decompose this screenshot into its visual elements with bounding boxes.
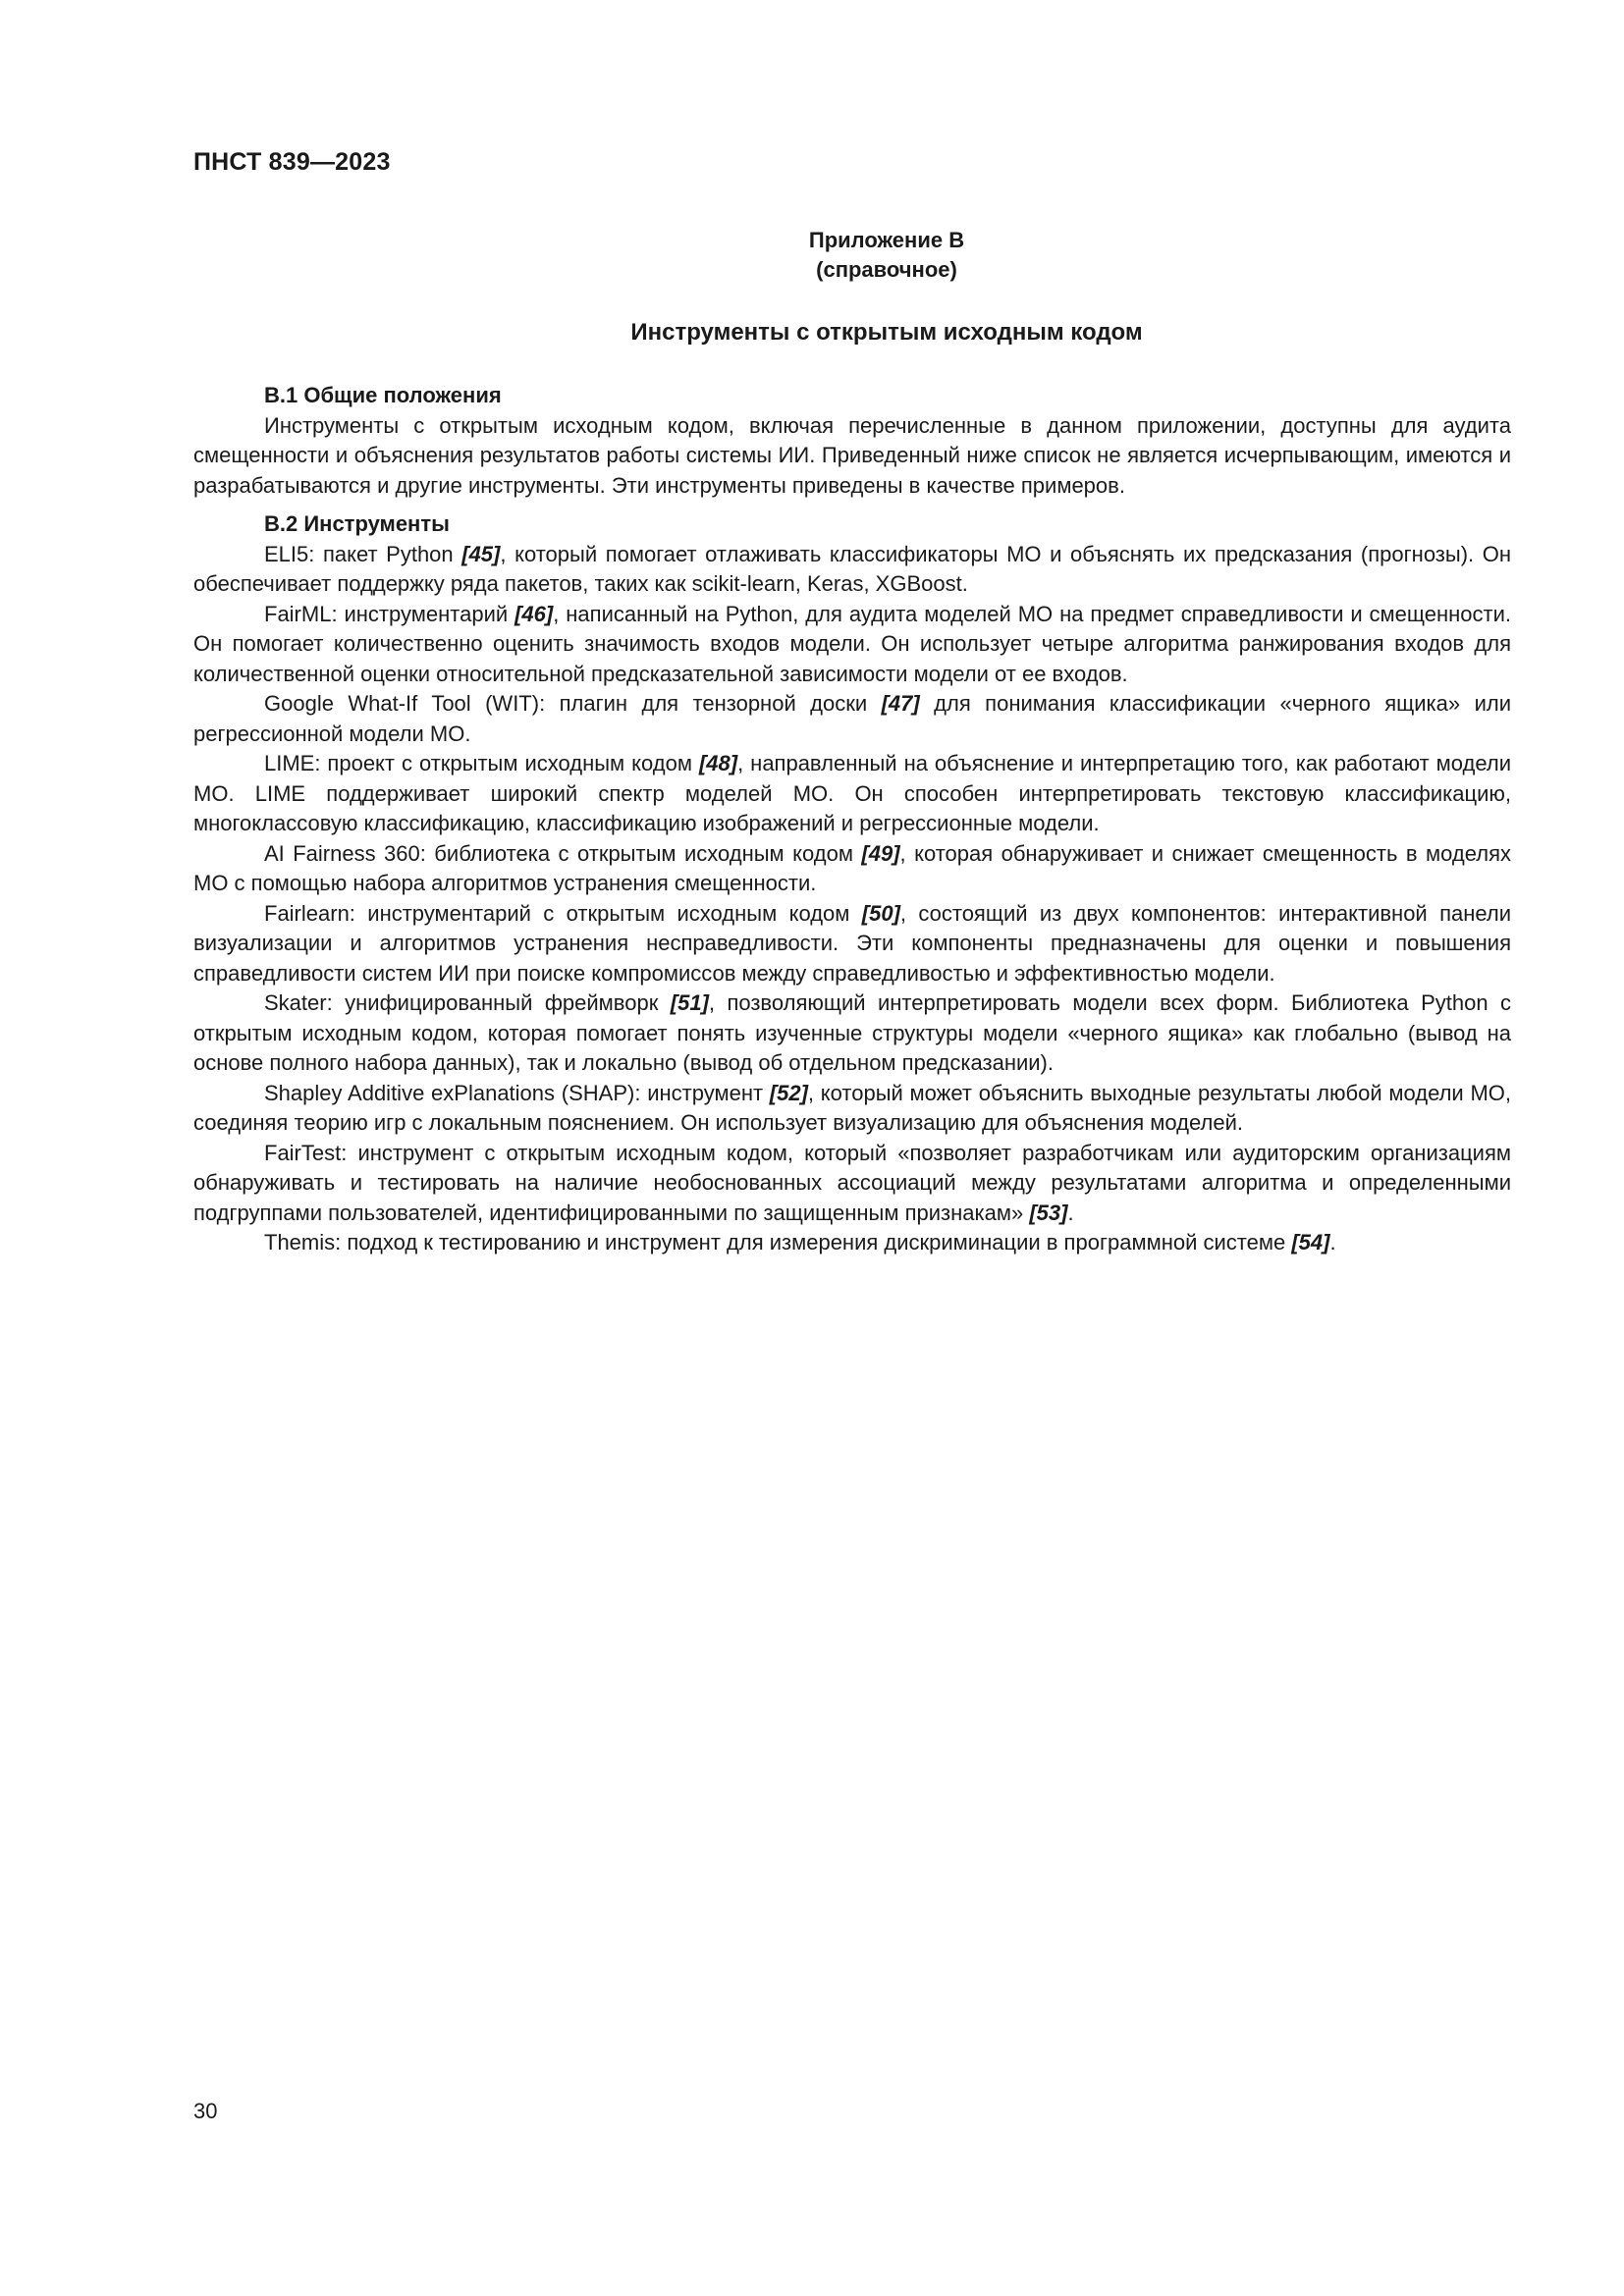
tool-paragraph-wit — [193, 689, 1511, 749]
document-code: ПНСТ 839—2023 — [193, 148, 391, 176]
tool-text: , позволяющий интерпретировать модели всех форм. Библиотека Python с открытым исходным кодом, которая помогает понять изученные структуры модели «черного ящика» как глобально (вывод на основе полного набора данных), так и локально (вывод об отдельном предсказании). — [193, 990, 1511, 1075]
citation-ref: [48] — [698, 751, 738, 775]
tool-text: , написанный на Python, для аудита моделей МО на предмет справедливости и смещенности. Он помогает количественно оценить значимость входов модели. Он использует четыре алгоритма ранжирования входов для количественной оценки относительной предсказательной зависимости модели от ее входов. — [193, 601, 1511, 686]
tool-text: , который может объяснить выходные результаты любой модели МО, соединяя теорию игр с локальным пояснением. Он использует визуализацию для объяснения моделей. — [193, 1080, 1512, 1135]
tool-text: Shapley Additive exPlanations (SHAP): инструмент — [264, 1080, 770, 1105]
tool-paragraph-shap — [193, 1079, 1511, 1139]
citation-ref: [45] — [461, 541, 501, 566]
tool-text: , которая обнаруживает и снижает смещенность в моделях МО с помощью набора алгоритмов устранения смещенности. — [193, 840, 1511, 895]
tool-paragraph-fairml — [193, 600, 1511, 690]
appendix-title: Приложение В — [808, 228, 965, 252]
tool-paragraph-eli5 — [193, 540, 1511, 600]
tool-text: для понимания классификации «черного ящика» или регрессионной модели МО. — [193, 691, 1511, 746]
citation-ref: [50] — [861, 900, 900, 926]
tool-text: , состоящий из двух компонентов: интерактивной панели визуализации и алгоритмов устранения несправедливости. Эти компоненты предназначены для оценки и повышения справедливости систем ИИ при поиске компромиссов между справедливостью и эффективностью модели. — [193, 900, 1512, 986]
citation-ref: [52] — [769, 1080, 808, 1105]
tool-text: . — [1329, 1230, 1336, 1255]
citation-ref: [49] — [861, 840, 900, 866]
tool-text: , направленный на объяснение и интерпретацию того, как работают модели МО. LIME поддерживает широкий спектр моделей МО. Он способен интерпретировать текстовую классификацию, многоклассовую классификацию, классификацию изображений и регрессионные модели. — [193, 751, 1511, 835]
tool-paragraph-aif360 — [193, 839, 1511, 899]
appendix-heading-block — [0, 319, 1624, 347]
tool-text: Google What-If Tool (WIT): плагин для тензорной доски — [264, 691, 882, 716]
appendix-heading: Инструменты с открытым исходным кодом — [630, 319, 1143, 346]
section-1-heading: В.1 Общие положения — [264, 383, 502, 407]
tool-paragraph-fairtest — [193, 1139, 1511, 1229]
tool-text: , который помогает отлаживать классификаторы МО и объяснять их предсказания (прогнозы). Он обеспечивает поддержку ряда пакетов, таких как scikit-learn, Keras, XGBoost. — [193, 541, 1511, 596]
appendix-subtitle: (справочное) — [816, 257, 957, 282]
citation-ref: [53] — [1029, 1200, 1068, 1225]
tool-text: AI Fairness 360: библиотека с открытым исходным кодом — [264, 840, 862, 866]
citation-ref: [54] — [1291, 1230, 1330, 1255]
document-body — [193, 381, 1511, 1258]
tool-text: . — [1067, 1200, 1074, 1225]
tool-text: LIME: проект с открытым исходным кодом — [264, 751, 699, 775]
section-2-heading: В.2 Инструменты — [264, 511, 450, 536]
tool-paragraph-themis — [193, 1228, 1511, 1258]
tool-text: ELI5: пакет Python — [264, 541, 462, 566]
tool-text: FairTest: инструмент с открытым исходным кодом, который «позволяет разработчикам или аудиторским организациям обнаруживать и тестировать на наличие необоснованных ассоциаций между результатами алгоритма и определенными подгруппами пользователей, идентифицированными по защищенным признакам» — [193, 1140, 1511, 1225]
citation-ref: [46] — [514, 601, 554, 626]
appendix-title-block — [0, 226, 1624, 285]
tool-paragraph-fairlearn — [193, 899, 1511, 989]
tool-paragraph-skater — [193, 988, 1511, 1079]
citation-ref: [51] — [670, 990, 709, 1015]
section-1-paragraph: Инструменты с открытым исходным кодом, включая перечисленные в данном приложении, доступны для аудита смещенности и объяснения результатов работы системы ИИ. Приведенный ниже список не является исчерпывающим, имеются и разрабатываются и другие инструменты. Эти инструменты приведены в качестве примеров. — [193, 412, 1511, 498]
citation-ref: [47] — [881, 691, 920, 716]
page-number: 30 — [193, 2099, 218, 2123]
tool-text: Skater: унифицированный фреймворк — [264, 990, 671, 1015]
tool-text: FairML: инструментарий — [264, 601, 515, 626]
tool-text: Themis: подход к тестированию и инструмент для измерения дискриминации в программной системе — [264, 1230, 1292, 1255]
tool-text: Fairlearn: инструментарий с открытым исходным кодом — [264, 900, 862, 926]
tool-paragraph-lime — [193, 749, 1511, 839]
